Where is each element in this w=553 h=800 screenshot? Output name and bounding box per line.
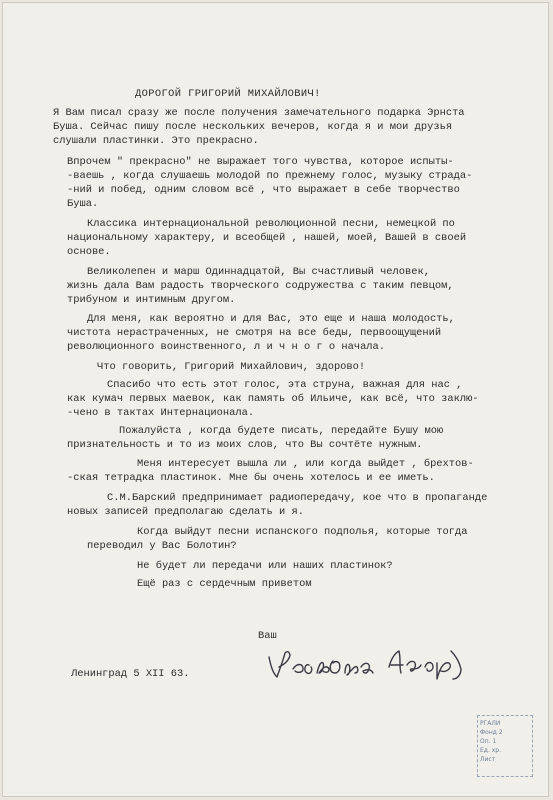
letter-line: новых записей предполагаю сделать и я. <box>67 506 304 518</box>
signature-text: Всеволод Азаров <box>265 643 274 644</box>
place-date: Ленинград 5 XII 63. <box>71 668 190 680</box>
letter-line: жизнь дала Вам радость творческого содружества с таким певцом, <box>67 280 454 292</box>
letter-line: Буша. Сейчас пишу после нескольких вечеров, когда я и мои друзья <box>53 121 453 133</box>
letter-line: Впрочем " прекрасно" не выражает того чувства, которое испыты- <box>67 156 454 168</box>
stamp-line: Ед. хр. <box>480 747 502 754</box>
letter-line: -чено в тактах Интернационала. <box>67 407 255 419</box>
letter-line: Для меня, как вероятно и для Вас, это еще и наша молодость, <box>87 313 455 325</box>
letter-line: основе. <box>67 246 111 258</box>
stamp-line: Фонд 2 <box>480 729 503 736</box>
letter-line: переводил у Вас Болотин? <box>87 540 237 552</box>
letter-line: Великолепен и марш Одиннадцатой, Вы счастливый человек, <box>87 266 430 278</box>
letter-line: -ний и побед, одним словом всё , что выражает в себе творчество <box>67 184 460 196</box>
letter-line: слушали пластинки. Это прекрасно. <box>53 135 259 147</box>
archive-stamp <box>477 715 533 777</box>
letter-line: национальному характеру, и всеобщей , нашей, моей, Вашей в своей <box>67 232 467 244</box>
letter-line: Когда выйдут песни испанского подполья, которые тогда <box>137 526 468 538</box>
letter-line: революционного воинственного, л и ч н о г о начала. <box>67 341 386 353</box>
letter-line: С.М.Барский предпринимает радиопередачу, кое что в пропаганде <box>107 492 488 504</box>
letter-line: Классика интернациональной революционной песни, немецкой по <box>87 218 455 230</box>
letter-line: -ская тетрадка пластинок. Мне бы очень хотелось и ее иметь. <box>67 472 435 484</box>
letter-line: чистота нерастраченных, не смотря на все беды, первоощущений <box>67 327 442 339</box>
handwritten-signature <box>265 643 465 685</box>
stamp-line: РГАЛИ <box>480 720 501 727</box>
letter-line: трибуном и интимным другом. <box>67 294 236 306</box>
letter-line: Меня интересует вышла ли , или когда выйдет , брехтов- <box>137 458 474 470</box>
letter-line: Ещё раз с сердечным приветом <box>137 578 312 590</box>
letter-line: Что говорить, Григорий Михайлович, здорово! <box>97 361 366 373</box>
letter-salutation: ДОРОГОЙ ГРИГОРИЙ МИХАЙЛОВИЧ! <box>135 88 321 100</box>
letter-line: -ваешь , когда слушаешь молодой по прежнему голос, музыку страда- <box>67 170 473 182</box>
letter-line: Я Вам писал сразу же после получения замечательного подарка Эрнста <box>53 107 465 119</box>
letter-line: Пожалуйста , когда будете писать, передайте Бушу мою <box>119 425 444 437</box>
letter-closing: Ваш <box>258 630 277 642</box>
letter-line: как кумач первых маевок, как память об Ильиче, как всё, что заклю- <box>67 393 479 405</box>
stamp-line: Оп. 1 <box>480 738 497 745</box>
letter-line: Буша. <box>67 198 99 210</box>
letter-line: Спасибо что есть этот голос, эта струна, важная для нас , <box>107 379 463 391</box>
stamp-line: Лист <box>480 756 496 763</box>
letter-page <box>2 2 549 797</box>
letter-line: Не будет ли передачи или наших пластинок? <box>137 560 393 572</box>
letter-line: признательность и то из моих слов, что Вы сочтёте нужным. <box>67 439 423 451</box>
